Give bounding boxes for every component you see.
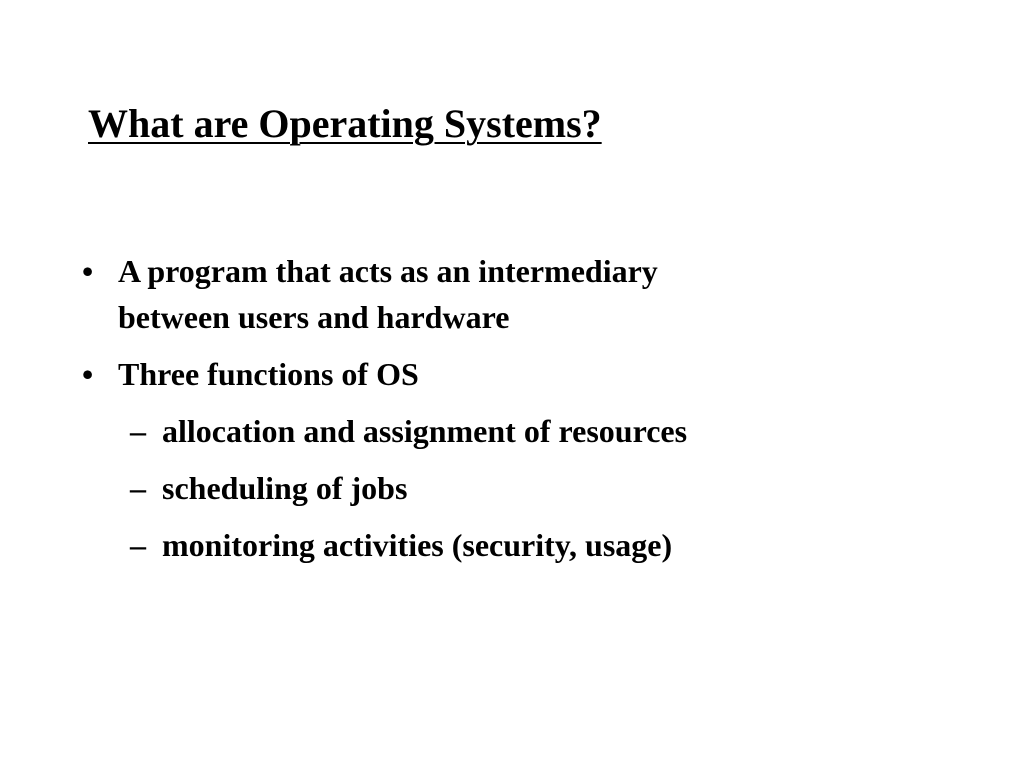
sub-bullet-item-monitoring: [126, 522, 882, 568]
sub-bullet-item-allocation: [126, 408, 882, 454]
sub-bullet-text: scheduling of jobs: [162, 470, 408, 506]
sub-bullet-marker: –: [130, 470, 146, 506]
sub-bullet-text: allocation and assignment of resources: [162, 413, 688, 449]
bullet-marker: •: [82, 356, 94, 392]
bullet-text-line-2: between users and hardware: [118, 299, 510, 335]
bullet-list: [82, 248, 882, 579]
bullet-item-intermediary: [82, 248, 882, 340]
sub-bullet-item-scheduling: [126, 465, 882, 511]
slide-title: What are Operating Systems?: [88, 101, 602, 146]
sub-bullet-text: monitoring activities (security, usage): [162, 527, 673, 563]
bullet-text-line-1: A program that acts as an intermediary: [118, 253, 658, 289]
bullet-item-functions: [82, 351, 882, 568]
sub-bullet-marker: –: [130, 527, 146, 563]
bullet-marker: •: [82, 253, 94, 289]
sub-bullet-marker: –: [130, 413, 146, 449]
sub-bullet-list: [126, 408, 882, 568]
bullet-text: Three functions of OS: [118, 356, 419, 392]
